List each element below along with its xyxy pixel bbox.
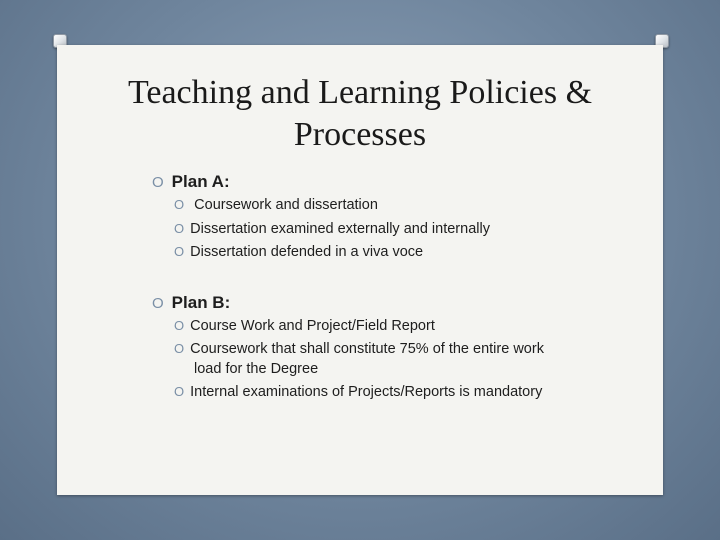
bullet-icon: O: [174, 244, 185, 259]
bullet-icon: O: [152, 174, 164, 191]
plan-b-item-3: O Internal examinations of Projects/Reports is mandatory: [174, 384, 543, 400]
plan-a-heading: Plan A:: [171, 172, 230, 191]
plan-a-item-1: O Coursework and dissertation: [174, 197, 378, 213]
plan-a-item-3: O Dissertation defended in a viva voce: [174, 244, 424, 260]
bullet-icon: O: [174, 341, 185, 356]
plan-b-heading-item: [152, 293, 230, 313]
bullet-icon: O: [174, 318, 185, 333]
plan-a-heading-item: [152, 172, 230, 192]
plan-a-item-2: O Dissertation examined externally and internally: [174, 221, 490, 237]
bullet-icon: O: [174, 221, 185, 236]
plan-b-heading: Plan B:: [171, 293, 231, 312]
plan-b-item-1: O Course Work and Project/Field Report: [174, 318, 435, 334]
plan-b-item-2: O Coursework that shall constitute 75% of the entire work: [174, 341, 544, 357]
bullet-icon: O: [174, 384, 185, 399]
slide-title: [0, 72, 720, 156]
bullet-icon: O: [152, 295, 164, 312]
plan-b-item-2-continuation: load for the Degree: [194, 361, 319, 377]
title-line-2: Processes: [293, 116, 427, 153]
bullet-icon: O: [174, 197, 185, 212]
title-line-1: Teaching and Learning Policies &: [127, 74, 593, 111]
